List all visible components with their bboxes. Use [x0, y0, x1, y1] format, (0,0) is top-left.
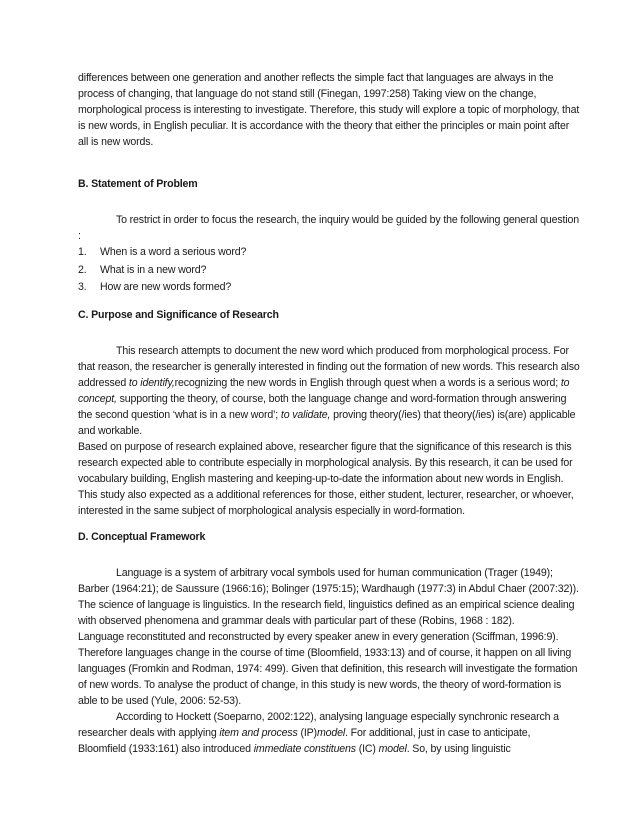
problem-text: How are new words formed?	[100, 281, 232, 293]
section-c-paragraph-1	[78, 343, 580, 439]
emphasis-run: to validate,	[280, 408, 331, 421]
problem-number: 3.	[78, 281, 87, 293]
emphasis-run: model	[316, 726, 346, 739]
text-run: (IP)	[297, 726, 317, 739]
text-run: (IC)	[355, 742, 379, 755]
section-b-lead: To restrict in order to focus the research, the inquiry would be guided by the following general question :	[78, 214, 580, 242]
spacer	[78, 323, 580, 343]
section-c-paragraph-2: Based on purpose of research explained above, researcher figure that the significance of this research is this research expected able to contribute especially in morphological analysis. By this research, it can be used for vocabulary building, English mastering and keeping-up-to-date the information about new words in English.	[78, 440, 573, 485]
problem-number: 1.	[78, 246, 87, 258]
section-d-paragraph-1: Language is a system of arbitrary vocal symbols used for human communication (Trager (1949); Barber (1964:21); de Saussure (1966:16); Bolinger (1975:15); Wardhaugh (1977:3) in Abdul Chaer (2007:32)). The science of language is linguistics. In the research field, linguistics defined as an empirical science dealing with observed phenomena and grammar deals with particular part of these (Robins, 1968 : 182).	[78, 566, 579, 627]
text-run: supporting the theory, of course, both the language change and word-formation through answering the second question ‘what is in a new word’;	[78, 392, 567, 421]
problem-item	[78, 244, 580, 262]
emphasis-run: item and process	[219, 726, 298, 739]
emphasis-run: to identify,	[128, 376, 175, 389]
problem-text: When is a word a serious word?	[100, 246, 247, 258]
emphasis-run: immediate constituens	[253, 742, 356, 755]
spacer	[78, 297, 580, 307]
section-d-heading: D. Conceptual Framework	[78, 530, 206, 543]
problem-item	[78, 279, 580, 297]
text-run: proving theory(/ies) that theory(/ies) is(are) applicable and workable.	[78, 408, 576, 437]
spacer	[78, 192, 580, 212]
text-run: recognizing the new words in English through quest when a words is a serious word;	[174, 376, 561, 389]
emphasis-run: model	[378, 742, 407, 755]
problem-item	[78, 262, 580, 280]
text-run: . So, by using linguistic	[406, 742, 511, 755]
section-b-heading: B. Statement of Problem	[78, 178, 198, 190]
section-d-paragraph-2: Language reconstituted and reconstructed by every speaker anew in every generation (Sciffman, 1996:9). Therefore languages change in the course of time (Bloomfield, 1933:13) and of course, it happen on all living languages (Fromkin and Rodman, 1974: 499). Given that definition, this research will investigate the formation of new words. To analyse the product of change, in this study is new words, the theory of word-formation is able to be used (Yule, 2006: 52-53).	[78, 630, 578, 707]
text-run: This research attempts to document the new word which produced from morphological process. For that reason, the researcher is generally interested in finding out the formation of new words. This research also addressed	[78, 344, 580, 389]
text-run: . For additional, just in case to anticipate, Bloomfield (1933:161) also introduced	[78, 726, 531, 755]
section-c-heading: C. Purpose and Significance of Research	[78, 308, 279, 321]
spacer	[78, 519, 580, 529]
spacer	[78, 545, 580, 565]
section-d-paragraph-3	[78, 709, 580, 757]
text-run: According to Hockett (Soeparno, 2002:122), analysing language especially synchronic research a researcher deals with applying	[78, 710, 559, 739]
problem-text: What is in a new word?	[100, 263, 207, 276]
problem-list	[78, 244, 580, 297]
problem-number: 2.	[78, 263, 87, 276]
emphasis-run: to concept,	[78, 376, 570, 405]
spacer	[78, 150, 580, 176]
intro-paragraph: differences between one generation and another reflects the simple fact that languages are always in the process of changing, that language do not stand still (Finegan, 1997:258) Taking view on the change, morphological process is interesting to investigate. Therefore, this study will explore a topic of morphology, that is new words, in English peculiar. It is accordance with the theory that either the principles or main point after all is new words.	[78, 72, 580, 148]
section-c-paragraph-3: This study also expected as a additional references for those, either student, lecturer, researcher, or whoever, interested in the same subject of morphological analysis especially in word-formation.	[78, 488, 574, 517]
